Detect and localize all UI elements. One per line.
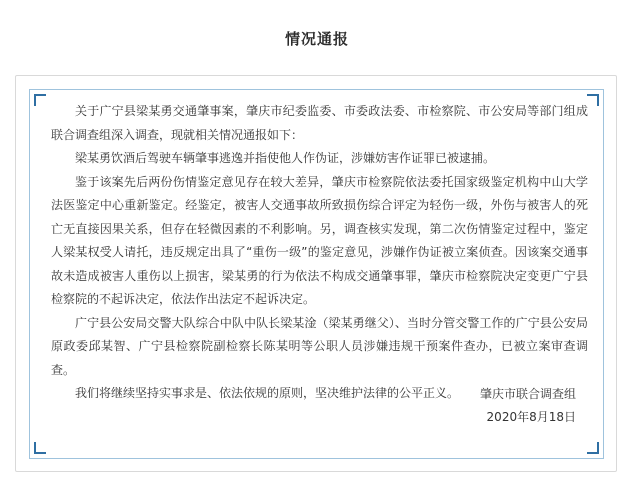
notice-paragraph-arrest: 梁某勇饮酒后驾驶车辆肇事逃逸并指使他人作伪证，涉嫌妨害作证罪已被逮捕。 (75, 151, 496, 165)
notice-title: 情况通报 (284, 30, 349, 48)
notice-inner-frame (29, 89, 604, 459)
notice-paragraph-intro: 关于广宁县梁某勇交通肇事案，肇庆市纪委监委、市委政法委、市检察院、市公安局等部门组成联合调查组深入调查，现就相关情况通报如下： (51, 104, 588, 142)
signature-date: 2020年8月18日 (486, 410, 576, 424)
notice-body (51, 100, 588, 406)
frame-corner-bottom-right (587, 442, 599, 454)
signature-org: 肇庆市联合调查组 (479, 387, 576, 401)
notice-paragraph-closing: 我们将继续坚持实事求是、依法依规的原则，坚决维护法律的公平正义。 (75, 386, 460, 400)
notice-paragraph-officials: 广宁县公安局交警大队综合中队中队长梁某淦（梁某勇继父）、当时分管交警工作的广宁县公安局原政委邱某智、广宁县检察院副检察长陈某明等公职人员涉嫌违规干预案件查办，已被立案审查调查。 (51, 315, 588, 377)
notice-outer-frame (15, 75, 617, 472)
notice-paragraph-appraisal: 鉴于该案先后两份伤情鉴定意见存在较大差异，肇庆市检察院依法委托国家级鉴定机构中山大学法医鉴定中心重新鉴定。经鉴定，被害人交通事故所致损伤综合评定为轻伤一级，外伤与被害人的死亡无直接因果关系，但存在轻微因素的不利影响。另，调查核实发现，第二次伤情鉴定过程中，鉴定人梁某权受人请托，违反规定出具了“重伤一级”的鉴定意见，涉嫌作伪证被立案侦查。因该案交通事故未造成被害人重伤以上损害，梁某勇的行为依法不构成交通肇事罪，肇庆市检察院决定变更广宁县检察院的不起诉决定，依法作出法定不起诉决定。 (51, 174, 588, 306)
frame-corner-top-right (587, 94, 599, 106)
frame-corner-top-left (34, 94, 46, 106)
frame-corner-bottom-left (34, 442, 46, 454)
notice-signature (480, 383, 576, 429)
